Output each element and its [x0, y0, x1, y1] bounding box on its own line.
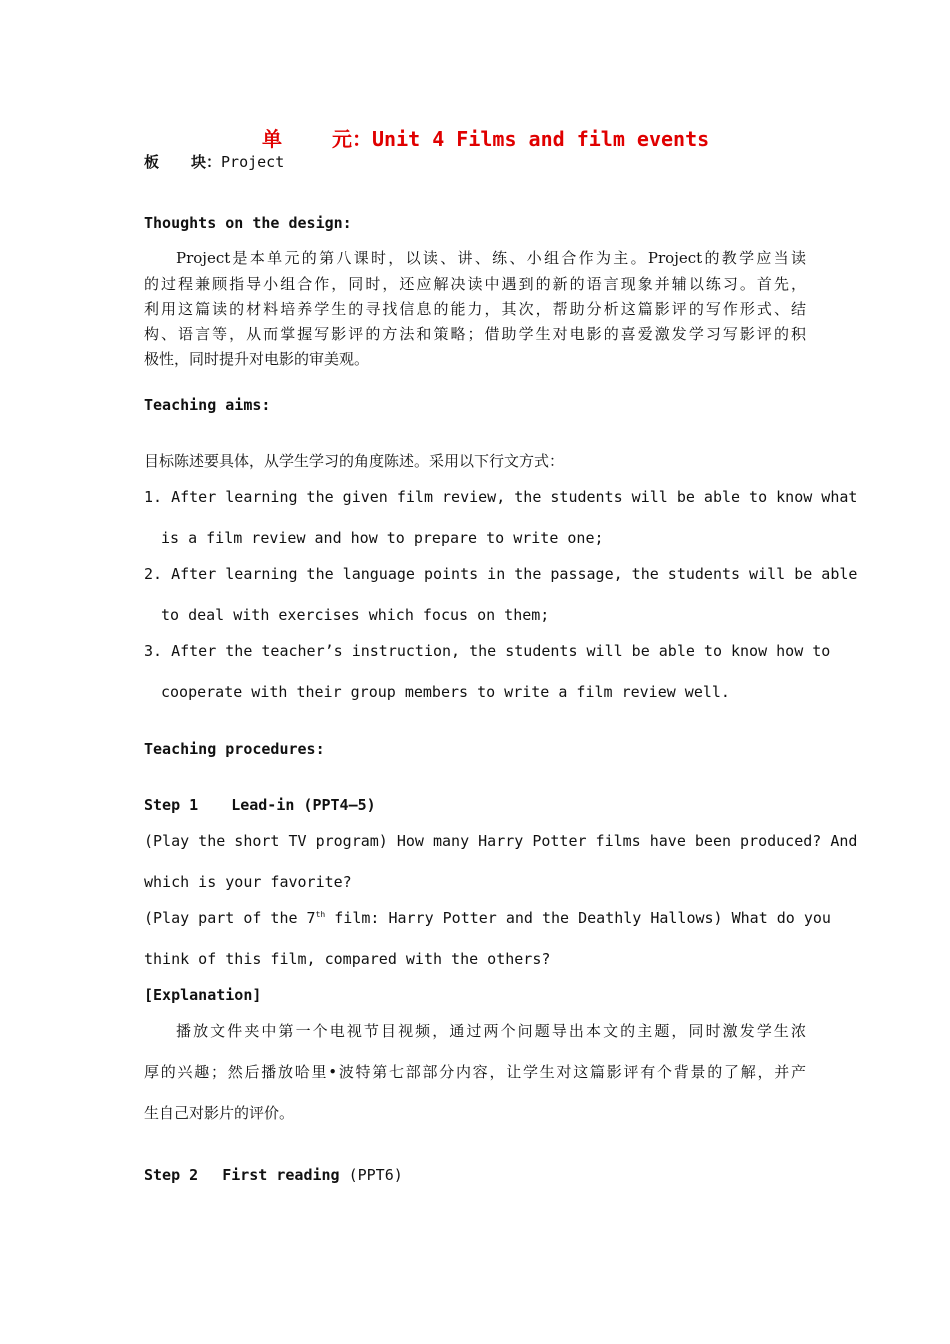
unit-label-b: 元： — [332, 127, 372, 151]
q2-superscript: th — [315, 910, 326, 919]
step2-heading — [144, 1165, 403, 1185]
aim-item: 2. After learning the language points in the passage, the students will be able — [144, 565, 858, 583]
explanation-line: 厚的兴趣；然后播放哈里•波特第七部部分内容，让学生对这篇影评有个背景的了解，并产 — [144, 1063, 806, 1081]
step1-question — [144, 908, 831, 928]
aims-intro: 目标陈述要具体，从学生学习的角度陈述。采用以下行文方式： — [144, 452, 565, 470]
explanation-line: 生自己对影片的评价。 — [144, 1104, 295, 1122]
step2-title: First reading — [222, 1166, 340, 1184]
design-paragraph-line: 的过程兼顾指导小组合作，同时，还应解决读中遇到的新的语言现象并辅以练习。首先， — [144, 275, 806, 293]
aim-item: 3. After the teacher’s instruction, the students will be able to know how to — [144, 642, 831, 660]
module-label-a: 板 — [144, 153, 160, 171]
q2-part-a: (Play part of the 7 — [144, 909, 316, 927]
unit-title — [262, 126, 709, 152]
aim-item-continued: to deal with exercises which focus on them; — [161, 606, 550, 624]
unit-title-text: Unit 4 Films and film events — [372, 127, 710, 151]
design-paragraph-line: 极性，同时提升对电影的审美观。 — [144, 350, 370, 368]
design-paragraph-line: Project是本单元的第八课时，以读、讲、练、小组合作为主。Project的教学应当读 — [176, 249, 806, 267]
step1-question-continued: which is your favorite? — [144, 873, 352, 891]
step2-ppt: (PPT6) — [348, 1166, 403, 1184]
explanation-label: [Explanation] — [144, 986, 262, 1004]
module-line — [144, 152, 284, 172]
step2-label: Step 2 — [144, 1166, 199, 1184]
module-label-b: 块： — [191, 153, 222, 171]
module-value: Project — [221, 153, 285, 171]
procedures-heading: Teaching procedures: — [144, 740, 325, 758]
step1-question-continued: think of this film, compared with the others? — [144, 950, 551, 968]
aim-item-continued: is a film review and how to prepare to write one; — [161, 529, 604, 547]
step1-heading — [144, 795, 376, 815]
aim-item: 1. After learning the given film review, the students will be able to know what — [144, 488, 858, 506]
aims-heading: Teaching aims: — [144, 396, 271, 414]
design-paragraph-line: 利用这篇读的材料培养学生的寻找信息的能力，其次，帮助分析这篇影评的写作形式、结 — [144, 300, 806, 318]
step1-title: Lead-in (PPT4—5) — [231, 796, 376, 814]
step1-label: Step 1 — [144, 796, 199, 814]
step1-question: (Play the short TV program) How many Harry Potter films have been produced? And — [144, 832, 858, 850]
design-heading: Thoughts on the design: — [144, 214, 352, 232]
module-label — [144, 153, 221, 171]
q2-part-b: film: Harry Potter and the Deathly Hallows) What do you — [325, 909, 831, 927]
design-paragraph-line: 构、语言等，从而掌握写影评的方法和策略；借助学生对电影的喜爱激发学习写影评的积 — [144, 325, 806, 343]
unit-label-a: 单 — [262, 127, 282, 151]
explanation-line: 播放文件夹中第一个电视节目视频，通过两个问题导出本文的主题，同时激发学生浓 — [176, 1022, 806, 1040]
aim-item-continued: cooperate with their group members to write a film review well. — [161, 683, 730, 701]
